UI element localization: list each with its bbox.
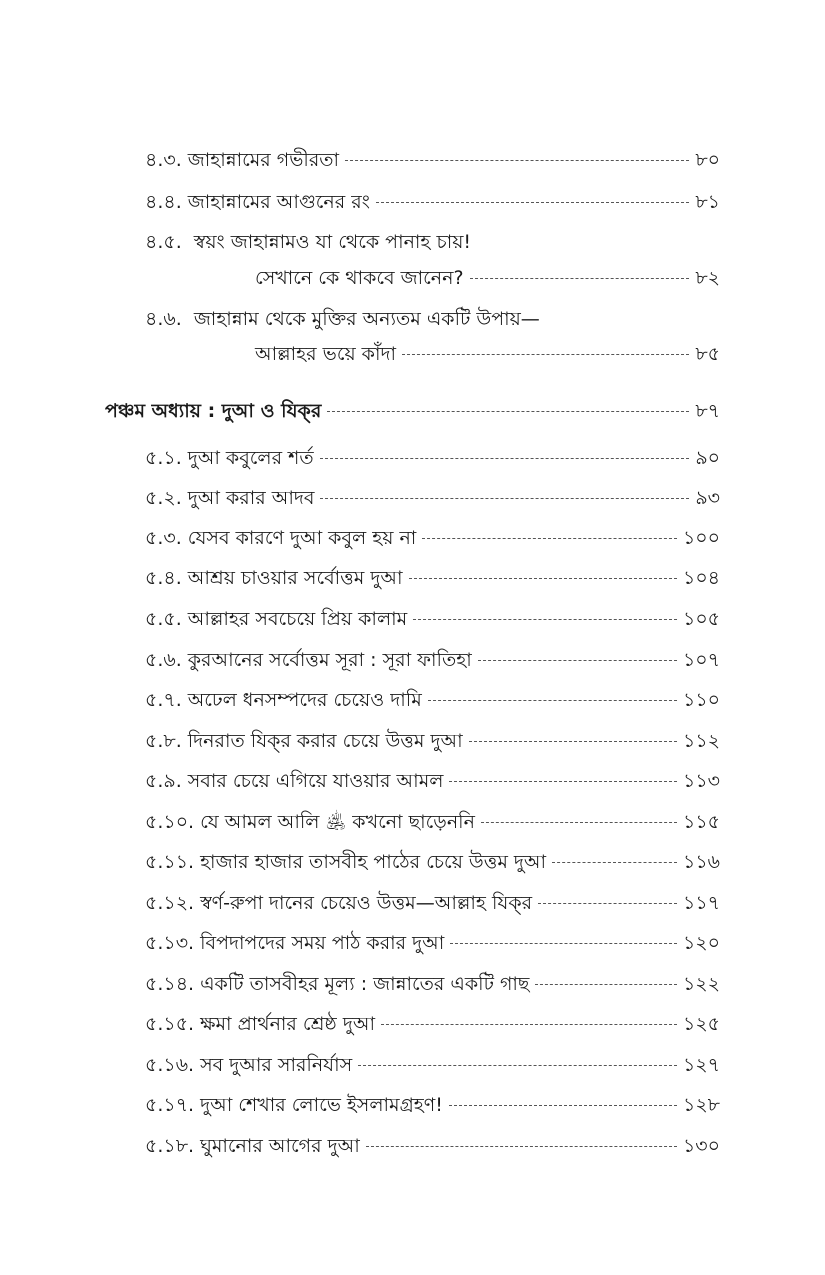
entry-page: ১১০ (682, 689, 720, 711)
dot-leader (552, 862, 677, 863)
toc-entry (145, 972, 720, 996)
entry-title: যে আমল আলি ﵁ কখনো ছাড়েননি (200, 811, 475, 833)
toc-entry (145, 526, 720, 550)
entry-number: ৪.৩. (145, 149, 182, 171)
entry-number: ৫.১২. (145, 892, 195, 914)
dot-leader (381, 1024, 677, 1025)
entry-number: ৫.১৩. (145, 932, 195, 954)
entry-title-continued: আল্লাহর ভয়ে কাঁদা (255, 343, 396, 365)
toc-entry (145, 769, 720, 793)
entry-title: সব দুআর সারনির্যাস (200, 1054, 353, 1076)
entry-title-continued: সেখানে কে থাকবে জানেন? (255, 267, 464, 289)
entry-page: ১০৫ (682, 608, 720, 630)
entry-title: যেসব কারণে দুআ কবুল হয় না (187, 527, 417, 549)
entry-title: দুআ করার আদব (187, 487, 315, 509)
entry-page: ৮২ (695, 267, 720, 289)
dot-leader (478, 660, 677, 661)
entry-number: ৫.১. (145, 447, 182, 469)
entry-title: জাহান্নামের গভীরতা (187, 149, 340, 171)
dot-leader (409, 578, 677, 579)
dot-leader (535, 984, 677, 985)
entry-number: ৫.১৮. (145, 1135, 195, 1157)
entry-page: ১২৭ (682, 1054, 720, 1076)
entry-title: দুআ শেখার লোভে ইসলামগ্রহণ! (200, 1094, 443, 1116)
entry-page: ৯৩ (695, 487, 720, 509)
entry-number: ৫.৯. (145, 770, 182, 792)
entry-title: সবার চেয়ে এগিয়ে যাওয়ার আমল (187, 770, 444, 792)
toc-entry (145, 891, 720, 915)
entry-title: ঘুমানোর আগের দুআ (200, 1135, 360, 1157)
entry-page: ৮১ (695, 191, 720, 213)
toc-entry-line2 (255, 342, 720, 366)
entry-number: ৫.১৭. (145, 1094, 195, 1116)
toc-entry (145, 688, 720, 712)
toc-entry (145, 1053, 720, 1077)
dot-leader (470, 278, 690, 279)
entry-number: ৪.৬. (145, 308, 182, 330)
toc-entry-line1 (145, 230, 471, 254)
entry-number: ৫.১৬. (145, 1054, 195, 1076)
entry-page: ১৩০ (682, 1135, 720, 1157)
entry-page: ১২৫ (682, 1013, 720, 1035)
toc-entry (145, 607, 720, 631)
entry-number: ৫.১১. (145, 851, 195, 873)
entry-number: ৫.৫. (145, 608, 182, 630)
entry-number: ৫.১০. (145, 811, 195, 833)
entry-title: বিপদাপদের সময় পাঠ করার দুআ (200, 932, 445, 954)
toc-entry (145, 190, 720, 214)
entry-page: ১১৫ (683, 811, 720, 833)
dot-leader (402, 354, 689, 355)
dot-leader (450, 943, 677, 944)
dot-leader (469, 741, 677, 742)
toc-entry-line1 (145, 307, 540, 331)
entry-page: ১২০ (682, 932, 720, 954)
entry-page: ৮০ (695, 149, 720, 171)
dot-leader (366, 1146, 677, 1147)
dot-leader (428, 700, 677, 701)
dot-leader (449, 781, 677, 782)
toc-entry (145, 931, 720, 955)
entry-title: দুআ কবুলের শর্ত (187, 447, 314, 469)
entry-page: ১২২ (682, 973, 720, 995)
toc-entry (145, 648, 720, 672)
entry-title: দিনরাত যিক্‌র করার চেয়ে উত্তম দুআ (187, 730, 463, 752)
toc-entry (145, 810, 720, 834)
dot-leader (481, 822, 677, 823)
entry-number: ৫.১৪. (145, 973, 195, 995)
entry-title: অঢেল ধনসম্পদের চেয়েও দামি (187, 689, 422, 711)
dot-leader (413, 619, 677, 620)
dot-leader (320, 458, 690, 459)
entry-page: ১০০ (682, 527, 720, 549)
entry-title: জাহান্নাম থেকে মুক্তির অন্যতম একটি উপায়— (193, 308, 540, 330)
entry-page: ১০৭ (682, 649, 720, 671)
entry-number: ৫.১৫. (145, 1013, 195, 1035)
entry-number: ৫.২. (145, 487, 182, 509)
entry-title: একটি তাসবীহর মূল্য : জান্নাতের একটি গাছ (200, 973, 530, 995)
entry-number: ৪.৫. (145, 231, 182, 253)
dot-leader (538, 903, 677, 904)
entry-number: ৫.৩. (145, 527, 182, 549)
toc-entry (145, 1093, 720, 1117)
toc-entry (145, 566, 720, 590)
entry-title: স্বর্ণ-রুপা দানের চেয়েও উত্তম—আল্লাহ যিক্‌র (200, 892, 533, 914)
dot-leader (345, 160, 689, 161)
entry-title: ক্ষমা প্রার্থনার শ্রেষ্ঠ দুআ (200, 1013, 375, 1035)
toc-entry (145, 486, 720, 510)
entry-title: হাজার হাজার তাসবীহ পাঠের চেয়ে উত্তম দুআ (200, 851, 547, 873)
entry-title: স্বয়ং জাহান্নামও যা থেকে পানাহ চায়! (193, 231, 472, 253)
entry-number: ৫.৮. (145, 730, 182, 752)
entry-page: ১২৮ (682, 1094, 720, 1116)
chapter-title: পঞ্চম অধ্যায় : দুআ ও যিক্‌র (105, 400, 322, 422)
dot-leader (449, 1105, 677, 1106)
entry-page: ৮৫ (695, 343, 720, 365)
toc-entry (145, 729, 720, 753)
entry-title: আল্লাহর সবচেয়ে প্রিয় কালাম (187, 608, 408, 630)
dot-leader (422, 538, 677, 539)
entry-title: জাহান্নামের আগুনের রং (187, 191, 370, 213)
toc-entry-line2 (255, 266, 720, 290)
entry-number: ৫.৭. (145, 689, 182, 711)
toc-entry (145, 1012, 720, 1036)
entry-number: ৫.৪. (145, 567, 182, 589)
entry-page: ১০৪ (682, 567, 720, 589)
chapter-heading (105, 399, 720, 423)
toc-entry (145, 148, 720, 172)
entry-number: ৫.৬. (145, 649, 182, 671)
entry-page: ৯০ (695, 447, 720, 469)
dot-leader (376, 202, 689, 203)
entry-page: ১১৭ (682, 892, 720, 914)
dot-leader (358, 1065, 677, 1066)
entry-page: ১১৬ (682, 851, 720, 873)
chapter-page: ৮৭ (695, 400, 720, 422)
entry-title: কুরআনের সর্বোত্তম সূরা : সূরা ফাতিহা (187, 649, 472, 671)
dot-leader (320, 498, 689, 499)
entry-number: ৪.৪. (145, 191, 182, 213)
toc-entry (145, 850, 720, 874)
dot-leader (327, 411, 689, 412)
entry-page: ১১৩ (682, 770, 720, 792)
toc-entry (145, 446, 720, 470)
entry-page: ১১২ (682, 730, 720, 752)
toc-entry (145, 1134, 720, 1158)
entry-title: আশ্রয় চাওয়ার সর্বোত্তম দুআ (187, 567, 403, 589)
